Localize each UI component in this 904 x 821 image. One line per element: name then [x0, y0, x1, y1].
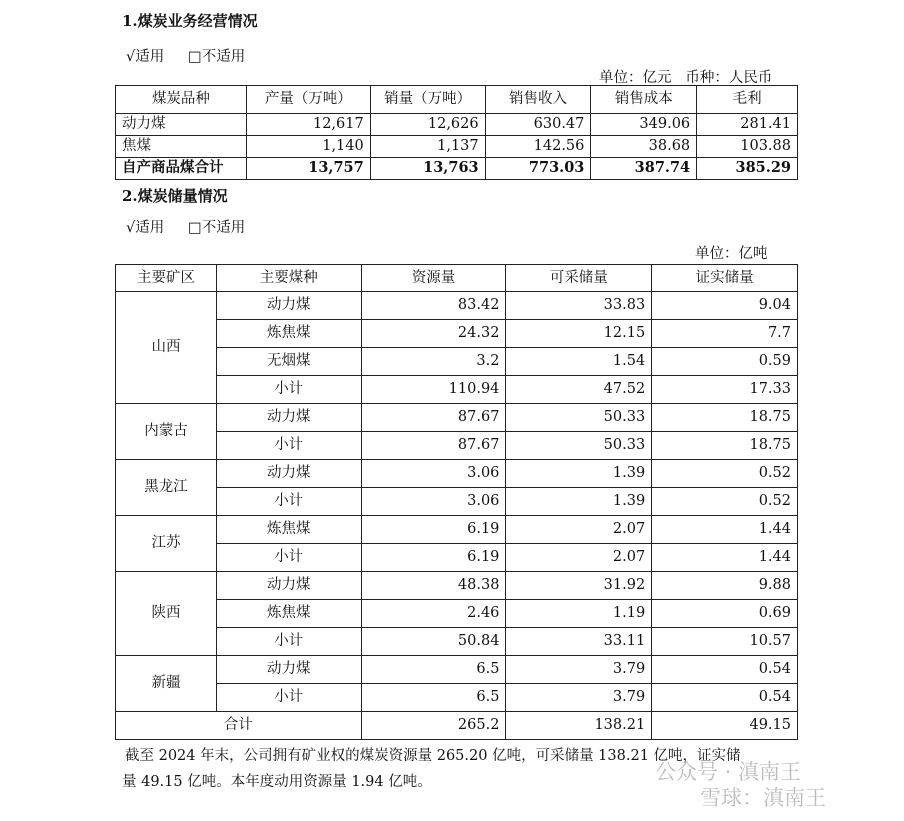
- value-cell: 1.44: [652, 516, 798, 544]
- coal-type-cell: 小计: [216, 376, 361, 404]
- total-label-cell: 合计: [116, 712, 362, 740]
- region-cell: 内蒙古: [116, 404, 217, 460]
- value-cell: 3.79: [506, 656, 652, 684]
- coal-type-cell: 小计: [216, 544, 361, 572]
- value-cell: 3.2: [361, 348, 506, 376]
- header-cell: 产量（万吨）: [246, 86, 370, 114]
- value-cell: 47.52: [506, 376, 652, 404]
- value-cell: 24.32: [361, 320, 506, 348]
- value-cell: 17.33: [652, 376, 798, 404]
- value-cell: 385.29: [697, 158, 798, 180]
- header-cell: 资源量: [361, 265, 506, 292]
- value-cell: 630.47: [485, 114, 591, 136]
- table-row: [116, 348, 798, 376]
- coal-type-cell: 小计: [216, 628, 361, 656]
- value-cell: 281.41: [697, 114, 798, 136]
- table-row: [116, 684, 798, 712]
- value-cell: 1,137: [370, 136, 485, 158]
- section2-applicable: √适用: [126, 220, 165, 236]
- coal-business-table: [115, 85, 798, 180]
- value-cell: 3.79: [506, 684, 652, 712]
- value-cell: 1,140: [246, 136, 370, 158]
- value-cell: 12.15: [506, 320, 652, 348]
- value-cell: 87.67: [361, 404, 506, 432]
- value-cell: 0.54: [652, 684, 798, 712]
- value-cell: 0.52: [652, 460, 798, 488]
- coal-type-cell: 动力煤: [216, 404, 361, 432]
- value-cell: 7.7: [652, 320, 798, 348]
- header-cell: 主要矿区: [116, 265, 217, 292]
- table-row: [116, 136, 798, 158]
- value-cell: 50.33: [506, 404, 652, 432]
- value-cell: 0.59: [652, 348, 798, 376]
- table-row: [116, 460, 798, 488]
- header-cell: 证实储量: [652, 265, 798, 292]
- value-cell: 31.92: [506, 572, 652, 600]
- coal-type-cell: 炼焦煤: [216, 516, 361, 544]
- value-cell: 349.06: [591, 114, 697, 136]
- header-cell: 毛利: [697, 86, 798, 114]
- value-cell: 0.52: [652, 488, 798, 516]
- value-cell: 18.75: [652, 404, 798, 432]
- coal-type-cell: 炼焦煤: [216, 320, 361, 348]
- header-cell: 煤炭品种: [116, 86, 247, 114]
- header-cell: 销售收入: [485, 86, 591, 114]
- row-label-cell: 动力煤: [116, 114, 247, 136]
- value-cell: 13,757: [246, 158, 370, 180]
- coal-reserves-table: [115, 264, 798, 740]
- value-cell: 83.42: [361, 292, 506, 320]
- value-cell: 48.38: [361, 572, 506, 600]
- table-row: [116, 628, 798, 656]
- coal-type-cell: 炼焦煤: [216, 600, 361, 628]
- table-row: [116, 320, 798, 348]
- value-cell: 110.94: [361, 376, 506, 404]
- section1-title: 1.煤炭业务经营情况: [122, 12, 258, 30]
- reserve-summary-line1: 截至 2024 年末，公司拥有矿业权的煤炭资源量 265.20 亿吨，可采储量 138.21 亿吨，证实储: [125, 748, 741, 764]
- section2-unit-line: 单位：亿吨: [695, 246, 768, 262]
- table-row: [116, 432, 798, 460]
- value-cell: 265.2: [361, 712, 506, 740]
- value-cell: 2.46: [361, 600, 506, 628]
- coal-type-cell: 小计: [216, 684, 361, 712]
- value-cell: 138.21: [506, 712, 652, 740]
- value-cell: 2.07: [506, 516, 652, 544]
- value-cell: 18.75: [652, 432, 798, 460]
- header-cell: 可采储量: [506, 265, 652, 292]
- table-row: [116, 158, 798, 180]
- row-label-cell: 自产商品煤合计: [116, 158, 247, 180]
- table-row: [116, 292, 798, 320]
- value-cell: 1.39: [506, 460, 652, 488]
- table-row: [116, 572, 798, 600]
- value-cell: 6.5: [361, 684, 506, 712]
- coal-type-cell: 动力煤: [216, 656, 361, 684]
- value-cell: 12,617: [246, 114, 370, 136]
- region-cell: 新疆: [116, 656, 217, 712]
- total-row: [116, 712, 798, 740]
- table-row: [116, 114, 798, 136]
- value-cell: 387.74: [591, 158, 697, 180]
- section1-applicable: √适用: [126, 49, 165, 65]
- watermark-wechat: 公众号 · 滇南王: [655, 760, 802, 784]
- value-cell: 6.5: [361, 656, 506, 684]
- value-cell: 1.54: [506, 348, 652, 376]
- section2-not-applicable: □不适用: [188, 220, 246, 236]
- value-cell: 10.57: [652, 628, 798, 656]
- value-cell: 49.15: [652, 712, 798, 740]
- table-header-row: [116, 265, 798, 292]
- section2-title: 2.煤炭储量情况: [122, 187, 228, 205]
- header-cell: 销售成本: [591, 86, 697, 114]
- region-cell: 黑龙江: [116, 460, 217, 516]
- value-cell: 50.33: [506, 432, 652, 460]
- table-row: [116, 404, 798, 432]
- value-cell: 6.19: [361, 544, 506, 572]
- value-cell: 0.54: [652, 656, 798, 684]
- row-label-cell: 焦煤: [116, 136, 247, 158]
- value-cell: 0.69: [652, 600, 798, 628]
- value-cell: 38.68: [591, 136, 697, 158]
- value-cell: 50.84: [361, 628, 506, 656]
- section1-not-applicable: □不适用: [188, 49, 246, 65]
- table-row: [116, 656, 798, 684]
- table-row: [116, 488, 798, 516]
- value-cell: 12,626: [370, 114, 485, 136]
- value-cell: 9.04: [652, 292, 798, 320]
- value-cell: 87.67: [361, 432, 506, 460]
- region-cell: 陕西: [116, 572, 217, 656]
- value-cell: 13,763: [370, 158, 485, 180]
- region-cell: 江苏: [116, 516, 217, 572]
- coal-type-cell: 小计: [216, 432, 361, 460]
- header-cell: 销量（万吨）: [370, 86, 485, 114]
- reserve-summary-line2: 量 49.15 亿吨。本年度动用资源量 1.94 亿吨。: [122, 774, 432, 790]
- coal-type-cell: 小计: [216, 488, 361, 516]
- region-cell: 山西: [116, 292, 217, 404]
- value-cell: 3.06: [361, 460, 506, 488]
- value-cell: 1.44: [652, 544, 798, 572]
- table-row: [116, 600, 798, 628]
- value-cell: 3.06: [361, 488, 506, 516]
- value-cell: 6.19: [361, 516, 506, 544]
- table-row: [116, 544, 798, 572]
- value-cell: 1.19: [506, 600, 652, 628]
- value-cell: 103.88: [697, 136, 798, 158]
- section1-unit-line: 单位：亿元 币种：人民币: [599, 70, 773, 86]
- coal-type-cell: 动力煤: [216, 572, 361, 600]
- coal-type-cell: 无烟煤: [216, 348, 361, 376]
- value-cell: 142.56: [485, 136, 591, 158]
- value-cell: 9.88: [652, 572, 798, 600]
- value-cell: 773.03: [485, 158, 591, 180]
- table-row: [116, 516, 798, 544]
- watermark-xueqiu: 雪球：滇南王: [700, 786, 826, 810]
- value-cell: 33.11: [506, 628, 652, 656]
- header-cell: 主要煤种: [216, 265, 361, 292]
- value-cell: 2.07: [506, 544, 652, 572]
- value-cell: 33.83: [506, 292, 652, 320]
- value-cell: 1.39: [506, 488, 652, 516]
- table-header-row: [116, 86, 798, 114]
- table-row: [116, 376, 798, 404]
- coal-type-cell: 动力煤: [216, 292, 361, 320]
- coal-type-cell: 动力煤: [216, 460, 361, 488]
